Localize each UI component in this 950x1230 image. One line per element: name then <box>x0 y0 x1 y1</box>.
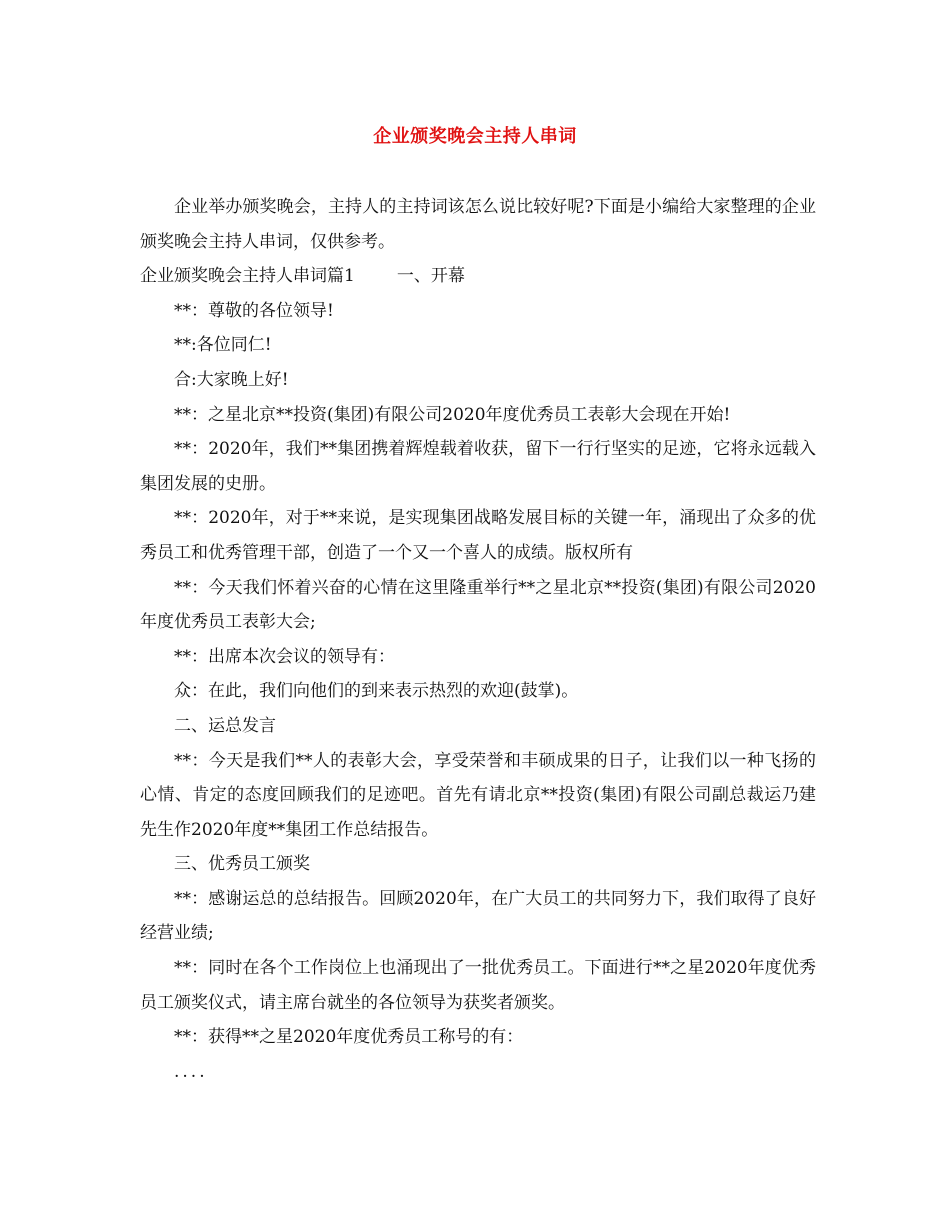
paragraph: **:各位同仁! <box>174 335 272 356</box>
paragraph: **：尊敬的各位领导! <box>174 300 334 321</box>
section-1-heading: 一、开幕 <box>396 266 465 287</box>
paragraph: **：获得**之星2020年度优秀员工称号的有： <box>174 1027 524 1048</box>
section-3-heading: 三、优秀员工颁奖 <box>174 854 310 875</box>
section-1-line <box>140 259 816 294</box>
section-2-heading: 二、运总发言 <box>174 715 276 736</box>
paragraph: 众：在此，我们向他们的到来表示热烈的欢迎(鼓掌)。 <box>174 681 579 702</box>
paragraph: **：同时在各个工作岗位上也涌现出了一批优秀员工。下面进行**之星2020年度优秀员工颁奖仪式，请主席台就坐的各位领导为获奖者颁奖。 <box>140 958 816 1013</box>
paragraph: **：2020年，我们**集团携着辉煌载着收获，留下一行行坚实的足迹，它将永远载入集团发展的史册。 <box>140 439 816 494</box>
paragraph: **：2020年，对于**来说，是实现集团战略发展目标的关键一年，涌现出了众多的优秀员工和优秀管理干部，创造了一个又一个喜人的成绩。版权所有 <box>140 508 816 563</box>
document-title: 企业颁奖晚会主持人串词 <box>373 126 577 147</box>
paragraph: **：感谢运总的总结报告。回顾2020年，在广大员工的共同努力下，我们取得了良好经营业绩; <box>140 888 816 944</box>
section-label: 企业颁奖晚会主持人串词篇1 <box>140 266 355 287</box>
intro-paragraph: 企业举办颁奖晚会，主持人的主持词该怎么说比较好呢?下面是小编给大家整理的企业颁奖晚会主持人串词，仅供参考。 <box>140 197 816 252</box>
paragraph: **：出席本次会议的领导有： <box>174 646 395 667</box>
paragraph: **：今天我们怀着兴奋的心情在这里隆重举行**之星北京**投资(集团)有限公司2020年度优秀员工表彰大会; <box>140 577 816 633</box>
document-body <box>140 190 816 1089</box>
ellipsis: .... <box>174 1061 208 1082</box>
paragraph: **：今天是我们**人的表彰大会，享受荣誉和丰硕成果的日子，让我们以一种飞扬的心情、肯定的态度回顾我们的足迹吧。首先有请北京**投资(集团)有限公司副总裁运乃建先生作2020年度**集团工作总结报告。 <box>140 750 816 840</box>
paragraph: 合:大家晚上好! <box>174 369 289 390</box>
paragraph: **：之星北京**投资(集团)有限公司2020年度优秀员工表彰大会现在开始! <box>174 404 731 425</box>
